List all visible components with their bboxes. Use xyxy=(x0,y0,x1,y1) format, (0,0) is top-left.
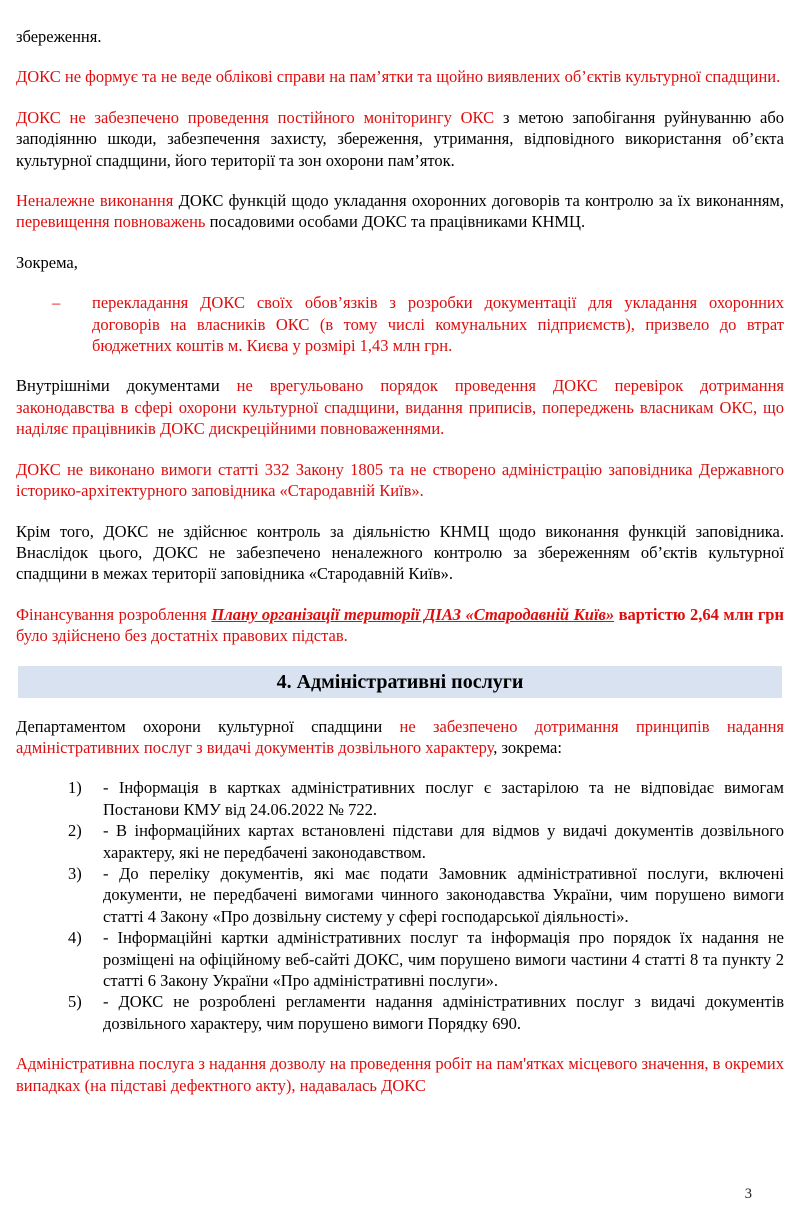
numbered-list xyxy=(16,777,784,1034)
text-run: ДОКС не формує та не веде облікові справи на пам’ятки та щойно виявлених об’єктів культурної спадщини. xyxy=(16,67,781,87)
text-run: було здійснено без достатніх правових підстав. xyxy=(16,626,348,646)
list-item xyxy=(16,820,784,863)
text-run: ДОКС не забезпечено проведення постійного моніторингу ОКС xyxy=(16,107,495,127)
paragraph-admin-services-intro xyxy=(16,716,784,759)
finding-paragraph-monitoring xyxy=(16,107,784,171)
list-item xyxy=(16,777,784,820)
dash-list-item xyxy=(16,292,784,356)
list-item-text: - ДОКС не розроблені регламенти надання адміністративних послуг з видачі документів дозвільного характеру, чим порушено вимоги Порядку 690. xyxy=(103,992,784,1033)
text-run: не врегульовано порядок проведення ДОКС перевірок дотримання законодавства в сфері охорони культурної спадщини, видання приписів, попереджень власникам ОКС, що наділяє працівників ДОКС дискреційними повноваженнями. xyxy=(16,376,784,439)
list-item xyxy=(16,991,784,1034)
text-run: Зокрема, xyxy=(16,252,78,272)
finding-paragraph-accounting xyxy=(16,66,784,87)
text-run: Внутрішніми документами xyxy=(16,376,237,396)
text-run: збереження. xyxy=(16,27,102,46)
text-run: з метою запобігання руйнуванню або заподіянню шкоди, забезпечення захисту, збереження, утримання, відповідного використання об’єкта культурної спадщини, його території та зон охорони пам’яток. xyxy=(16,107,784,170)
finding-paragraph-contracts xyxy=(16,190,784,233)
list-item-text: - В інформаційних картах встановлені підстави для відмов у видачі документів дозвільного характеру, які не передбачені законодавством. xyxy=(103,821,784,862)
paragraph-continuation xyxy=(16,26,784,47)
document-content xyxy=(16,26,784,1115)
text-run: Плану організації території ДІАЗ «Стародавній Київ» xyxy=(211,604,615,624)
text-run: ДОКС функцій щодо укладання охоронних договорів та контролю за їх виконанням, xyxy=(173,191,784,211)
text-run: Фінансування розроблення xyxy=(16,604,212,624)
list-item-number: 3) xyxy=(68,863,82,883)
section-heading: 4. Адміністративні послуги xyxy=(18,666,782,698)
paragraph-knmc-control xyxy=(16,521,784,585)
list-item-number: 5) xyxy=(68,992,82,1012)
text-run: перевищення повноважень xyxy=(16,212,206,232)
lead-in-paragraph xyxy=(16,252,784,273)
text-run: не забезпечено дотримання принципів надання адміністративних послуг з видачі документів дозвільного характеру xyxy=(16,716,784,757)
finding-paragraph-financing xyxy=(16,604,784,647)
text-run: посадовими особами ДОКС та працівниками КНМЦ. xyxy=(205,212,586,232)
text-run: Адміністративна послуга з надання дозволу на проведення робіт на пам'ятках місцевого значення, в окремих випадках (на підставі дефектного акту), надавалась ДОКС xyxy=(16,1054,784,1095)
list-item-number: 2) xyxy=(68,821,82,841)
dash-item-text xyxy=(92,292,784,356)
list-item-number: 4) xyxy=(68,928,82,948)
page-number: 3 xyxy=(744,1185,752,1202)
text-run: Департаментом охорони культурної спадщини xyxy=(16,716,400,736)
finding-paragraph-internal-docs xyxy=(16,375,784,439)
list-item-text: - До переліку документів, які має подати Замовник адміністративної послуги, включені документи, не передбачені вимогами чинного законодавства України, чим порушено вимоги статті 4 Закону «Про дозвільну систему у сфері господарської діяльності». xyxy=(103,863,784,926)
list-item-text: - Інформаційні картки адміністративних послуг та інформація про порядок їх надання не розміщені на офіційному веб-сайті ДОКС, чим порушено вимоги частини 4 статті 8 та пункту 2 статті 6 Закону України «Про адміністративні послуги». xyxy=(103,928,784,990)
list-item-number: 1) xyxy=(68,778,82,798)
text-run: вартістю 2,64 млн грн xyxy=(618,604,784,624)
list-item xyxy=(16,927,784,991)
text-run: , зокрема: xyxy=(493,737,562,757)
list-item xyxy=(16,863,784,927)
text-run: перекладання ДОКС своїх обов’язків з розробки документації для укладання охоронних договорів на власників ОКС (в тому числі комунальних підприємств), призвело до втрат бюджетних коштів м. Києва у розмірі 1,43 млн грн. xyxy=(92,293,784,356)
text-run: Крім того, ДОКС не здійснює контроль за діяльністю КНМЦ щодо виконання функцій заповідника. Внаслідок цього, ДОКС не забезпечено неналежного контролю за збереженням об’єктів культурної спадщини в межах території заповідника «Стародавній Київ». xyxy=(16,521,784,584)
text-run: ДОКС не виконано вимоги статті 332 Закону 1805 та не створено адміністрацію заповідника Державного історико-архітектурного заповідника «Стародавній Київ». xyxy=(16,459,784,501)
list-item-text: - Інформація в картках адміністративних послуг є застарілою та не відповідає вимогам Постанови КМУ від 24.06.2022 № 722. xyxy=(103,778,784,819)
text-run: Неналежне виконання xyxy=(16,191,174,211)
finding-paragraph-law-1805 xyxy=(16,459,784,502)
dash-marker: – xyxy=(52,293,61,313)
finding-paragraph-permit-service xyxy=(16,1053,784,1096)
